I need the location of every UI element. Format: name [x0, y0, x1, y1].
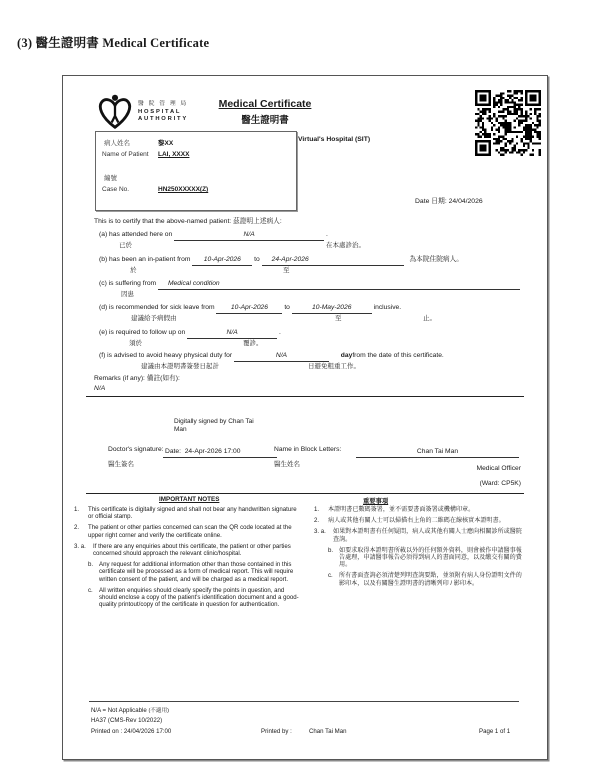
item-a-zh-right: 在本處診治。: [326, 242, 365, 249]
note-en-3a-text: If there are any enquiries about this certificate, the patient or other parties concerned should approach the relevant clinic/hospital.: [93, 542, 291, 558]
important-notes-title-zh: 重要事項: [363, 498, 389, 505]
item-d-label: (d) is recommended for sick leave from: [99, 304, 215, 311]
item-a-label: (a) has attended here on: [99, 231, 173, 238]
note-zh-3a: [314, 528, 522, 542]
logo-org-en2: AUTHORITY: [138, 116, 189, 122]
item-d-to-word: to: [284, 304, 290, 311]
hospital-authority-logo-icon: [96, 93, 134, 133]
doctor-signature-label-zh: 醫生簽名: [108, 461, 134, 468]
note-en-3b-num: b.: [88, 561, 94, 569]
certify-zh: 茲證明上述病人:: [233, 218, 282, 225]
note-zh-3a-text: 如果對本證明書有任何疑問，病人或其他有關人士應向相關診所或醫院查詢。: [333, 528, 522, 543]
note-zh-2: [314, 517, 522, 524]
date-label-zh: 日期:: [431, 198, 447, 205]
item-a-value-field: N/A: [174, 230, 324, 241]
item-c: [99, 279, 531, 300]
patient-info-box: [95, 131, 297, 211]
note-en-2: [74, 524, 299, 538]
item-e-line-en: [99, 328, 531, 339]
item-d-from-field: 10-Apr-2026: [216, 303, 282, 314]
item-f-line-en: [99, 351, 531, 362]
item-b-to-word: to: [254, 256, 260, 263]
note-en-1-num: 1.: [74, 506, 80, 513]
case-no-label-en: Case No.: [102, 186, 130, 193]
case-no-value: HN250XXXXX(Z): [158, 186, 209, 193]
note-en-2-num: 2.: [74, 524, 80, 532]
divider-above-footer: [89, 701, 519, 702]
note-zh-3b: [328, 547, 522, 569]
item-e-zh-right: 覆診。: [243, 340, 263, 347]
item-b-to-field: 24-Apr-2026: [262, 255, 404, 266]
item-a: [99, 230, 531, 251]
item-d-line-zh: [99, 314, 531, 324]
item-a-line-en: [99, 230, 531, 241]
note-zh-3c: [328, 572, 522, 586]
block-letters-label: Name in Block Letters:: [274, 446, 342, 453]
note-en-1: [74, 506, 299, 520]
item-e-period: .: [278, 329, 281, 336]
ward-info: (Ward: CP5K): [479, 480, 521, 487]
certificate-sheet: [62, 75, 548, 760]
item-c-value-field: Medical condition: [158, 279, 520, 290]
item-d-line-en: [99, 303, 531, 314]
item-e-value-field: N/A: [187, 328, 277, 339]
digital-signature-line2: Man: [174, 426, 187, 433]
note-en-1-text: This certificate is digitally signed and shall not bear any handwritten signature or official stamp.: [88, 506, 297, 521]
date-label-en: Date: [415, 198, 430, 205]
certificate-date: [415, 195, 483, 205]
item-b-line-en: [99, 255, 531, 266]
date-value: 24/04/2026: [448, 198, 483, 205]
note-en-3c-text: All written enquiries should clearly specify the points in question, and should enclose a copy of the patient's identification document and a good-quality printout/copy of the certificate in question for authentication.: [99, 586, 299, 609]
note-zh-3c-text: 所有書面查詢必須清楚列明查詢要點，並須附有病人身份證明文件的影印本，以及有關醫生證明書的清晰列印 / 影印本。: [339, 572, 522, 587]
note-zh-3b-num: b.: [328, 546, 334, 554]
important-notes-title-en: IMPORTANT NOTES: [159, 496, 220, 503]
remarks-label: Remarks (if any): 備註(如有):: [94, 375, 180, 382]
footer-printed-by-label: Printed by :: [261, 728, 292, 735]
footer-printed-on: [91, 728, 171, 735]
qr-code-canvas: [475, 90, 541, 156]
signature-row: [108, 446, 538, 457]
note-zh-3b-text: 如要求取得本證明書所載以外的任何額外資料，則會被作申請醫事報告處理，申請醫事報告必須得到病人的書面同意，以及繳交有關的費用。: [339, 546, 522, 569]
item-b-zh-left: 於: [130, 267, 137, 274]
hospital-name: Virtual's Hospital (SIT): [298, 136, 371, 143]
item-d: [99, 303, 531, 324]
note-en-3c: [88, 587, 299, 609]
item-c-line-zh: [99, 290, 531, 300]
certify-en: This is to certify that the above-named patient:: [94, 218, 232, 225]
item-c-zh-left: 因患: [121, 291, 134, 298]
digital-signature-text: [174, 418, 292, 434]
item-b-label: (b) has been an in-patient from: [99, 256, 191, 263]
certificate-title-en: Medical Certificate: [218, 98, 312, 110]
case-no-label-zh: 編號: [104, 175, 117, 182]
item-f-value-field: N/A: [234, 351, 329, 362]
item-f-suffix: from the date of this certificate.: [352, 352, 444, 359]
item-c-line-en: [99, 279, 531, 290]
signature-row-zh: [108, 459, 538, 469]
digital-signature-line1: Digitally signed by Chan Tai: [174, 418, 254, 425]
note-en-3b-text: Any request for additional information other than those contained in this certificate will be processed as a form of medical report. This will require written consent of the patient, and will be charged as a medical report.: [99, 561, 294, 583]
item-b-line-zh: [99, 266, 531, 276]
doctor-title: Medical Officer: [476, 465, 521, 472]
item-d-zh-mid: 至: [335, 315, 342, 322]
item-c-label: (c) is suffering from: [99, 280, 157, 287]
patient-name-zh: 黎XX: [158, 140, 174, 147]
footer-printed-on-value: 24/04/2026 17:00: [123, 728, 172, 735]
item-a-zh-left: 已於: [119, 242, 132, 249]
block-letters-value: Chan Tai Man: [356, 446, 519, 458]
item-e-label: (e) is required to follow up on: [99, 329, 186, 336]
footer-na-note-en: N/A = Not Applicable: [91, 707, 147, 714]
footer-na-note-zh: (不適用): [148, 708, 169, 714]
note-en-3c-num: c.: [88, 586, 93, 594]
item-b: [99, 255, 531, 276]
item-d-inclusive: inclusive.: [373, 304, 402, 311]
signature-date-field: [163, 446, 277, 458]
notes-column-zh: [314, 506, 522, 591]
item-f: [99, 351, 531, 372]
note-zh-2-num: 2.: [314, 517, 320, 525]
item-a-period: .: [325, 231, 328, 238]
logo-org-en1: HOSPITAL: [138, 108, 182, 115]
footer-printed-by-value: Chan Tai Man: [309, 728, 347, 735]
note-en-2-text: The patient or other parties concerned can scan the QR code located at the upper right corner and verify the certificate online.: [88, 524, 292, 539]
patient-name-label-en: Name of Patient: [102, 151, 149, 158]
block-letters-label-zh: 醫生姓名: [274, 461, 300, 468]
footer-page-info: Page 1 of 1: [479, 728, 511, 735]
divider-above-signature: [86, 396, 524, 397]
item-f-label: (f) is advised to avoid heavy physical duty for: [99, 352, 233, 359]
page-title: (3) 醫生證明書 Medical Certificate: [17, 36, 210, 50]
footer-na-note: [91, 706, 169, 714]
item-f-day-word: day: [340, 352, 353, 359]
item-b-zh-mid: 至: [283, 267, 290, 274]
item-b-from-field: 10-Apr-2026: [192, 255, 252, 266]
patient-name-en: LAI, XXXX: [158, 151, 190, 158]
item-d-zh-right: 止。: [423, 315, 436, 322]
note-zh-3c-num: c.: [328, 572, 333, 580]
item-e: [99, 328, 531, 349]
divider-above-notes: [86, 493, 524, 494]
signature-date-value: 24-Apr-2026 17:00: [184, 448, 241, 455]
certificate-title-zh: 醫生證明書: [241, 115, 289, 126]
certificate-title: [185, 98, 345, 126]
patient-name-label-zh: 病人姓名: [104, 140, 130, 147]
footer-printed-on-label: Printed on :: [91, 728, 123, 735]
remarks-value: N/A: [94, 385, 106, 392]
item-f-zh-left: 建議由本證明書簽發日起計: [141, 363, 219, 370]
item-b-zh-suffix: 為本院住院病人。: [409, 256, 463, 263]
note-zh-1-text: 本證明書已數碼簽署，並不需要書面簽署或機構印章。: [328, 506, 475, 513]
note-zh-2-text: 病人或其他有關人士可以掃描右上角的二維碼在線核實本證明書。: [328, 517, 505, 525]
item-a-line-zh: [99, 241, 531, 251]
qr-code-icon: [475, 90, 541, 156]
note-zh-1: [314, 506, 522, 513]
note-en-3a: [74, 543, 299, 557]
note-en-3a-num: 3. a.: [74, 542, 86, 550]
item-e-zh-left: 須於: [129, 340, 142, 347]
notes-column-en: [74, 506, 299, 612]
item-d-zh-left: 建議給予病假由: [131, 315, 177, 322]
item-e-line-zh: [99, 339, 531, 349]
signature-date-label: Date:: [165, 448, 181, 455]
remarks: [94, 374, 180, 394]
item-d-to-field: 10-May-2026: [292, 303, 372, 314]
note-zh-3a-num: 3. a.: [314, 528, 326, 536]
logo-org-text: [138, 101, 188, 124]
logo-org-zh: 醫 院 管 理 局: [138, 101, 188, 107]
footer-form-code: HA37 (CMS-Rev 10/2022): [91, 717, 163, 724]
note-en-3b: [88, 561, 299, 583]
item-f-line-zh: [99, 362, 531, 372]
item-f-zh-right: 日避免粗重工作。: [308, 363, 360, 370]
certify-statement: [94, 215, 282, 225]
note-zh-1-num: 1.: [314, 506, 320, 513]
doctor-signature-label: Doctor's signature:: [108, 446, 164, 453]
